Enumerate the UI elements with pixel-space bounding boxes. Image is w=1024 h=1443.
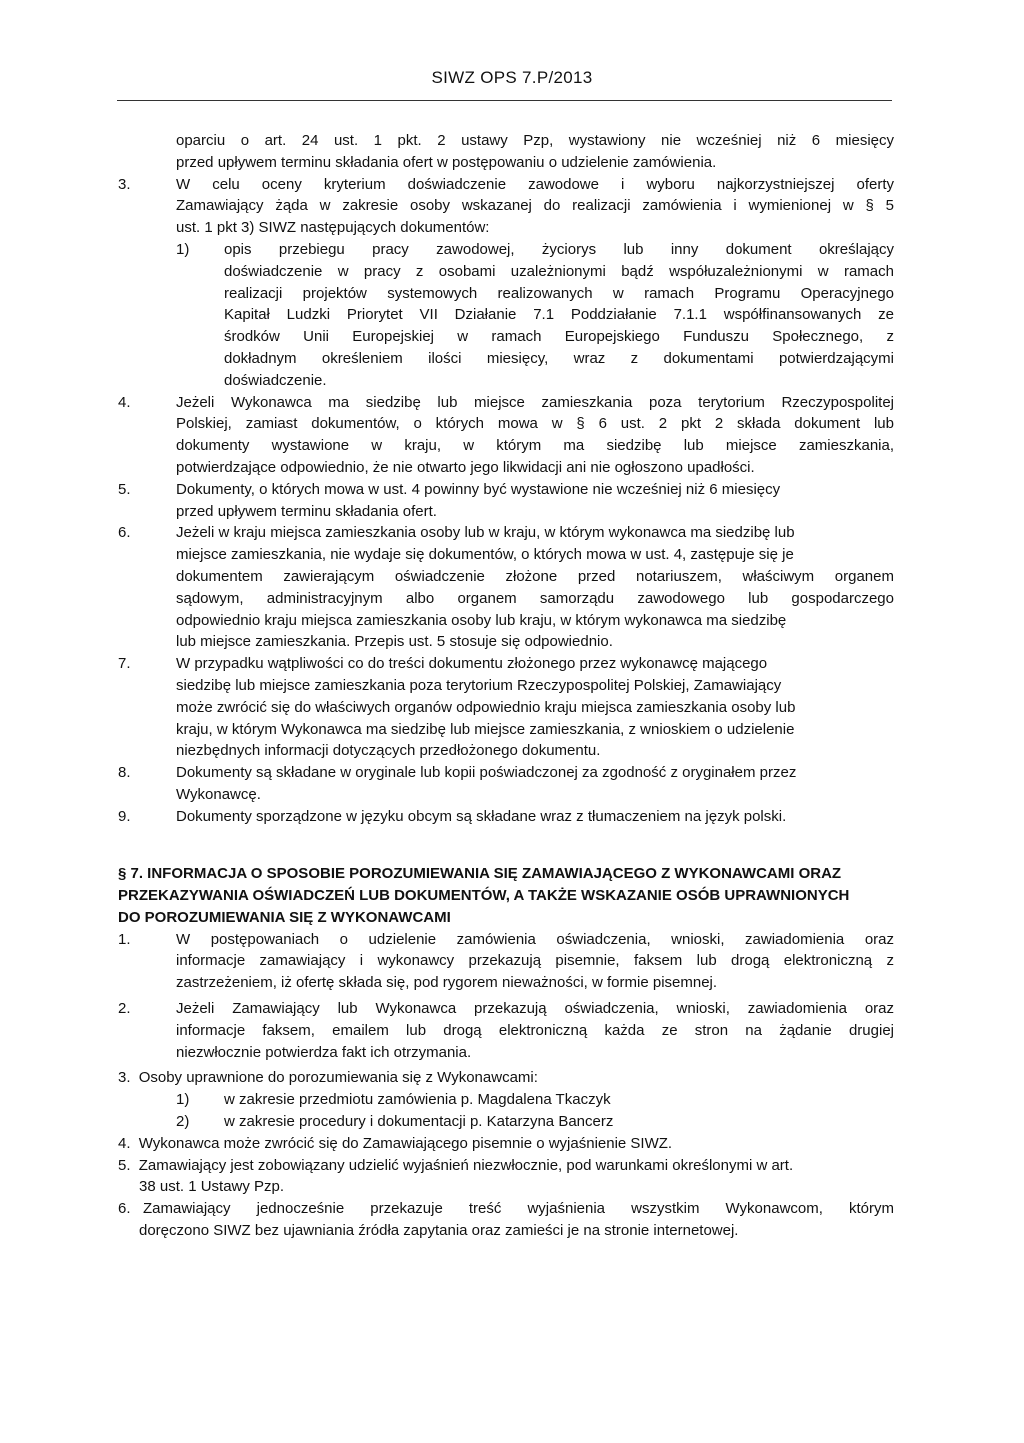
item-number: 9. — [118, 807, 131, 825]
item-number: 1. — [118, 930, 131, 948]
item-text: Osoby uprawnione do porozumiewania się z Wykonawcami: — [138, 1069, 538, 1087]
item-number: 7. — [118, 655, 131, 673]
item-number: 3. — [118, 1069, 131, 1087]
list-item-8 — [118, 762, 894, 806]
sub-item-1 — [118, 239, 894, 392]
document-body — [118, 130, 894, 1242]
sub-item-number: 2) — [176, 1113, 190, 1131]
text-line: Jeżeli w kraju miejsca zamieszkania osoby lub w kraju, w którym wykonawca ma siedzibę lub — [176, 524, 795, 542]
section-7-item-3 — [118, 1067, 894, 1132]
page-header: SIWZ OPS 7.P/2013 — [431, 68, 593, 87]
sub-item — [118, 1089, 894, 1111]
text-line: Jeżeli Wykonawca ma siedzibę lub miejsce zamieszkania poza terytorium Rzeczypospolitej — [176, 393, 894, 411]
text-line: niezbędnych informacji dotyczących przedłożonego dokumentu. — [176, 742, 601, 760]
text-line: w zakresie przedmiotu zamówienia p. Magdalena Tkaczyk — [224, 1091, 611, 1109]
sub-item — [118, 1111, 894, 1133]
item-text: Wykonawca może zwrócić się do Zamawiającego pisemnie o wyjaśnienie SIWZ. — [138, 1134, 673, 1152]
text-line: może zwrócić się do właściwych organów odpowiednio kraju miejsca zamieszkania osoby lub — [176, 698, 796, 716]
text-line: przed upływem terminu składania ofert w postępowaniu o udzielenie zamówienia. — [176, 153, 717, 171]
text-line: oparciu o art. 24 ust. 1 pkt. 2 ustawy Pzp, wystawiony nie wcześniej niż 6 miesięcy — [176, 132, 894, 149]
section-title-line: PRZEKAZYWANIA OŚWIADCZEŃ LUB DOKUMENTÓW, A TAKŻE WSKAZANIE OSÓB UPRAWNIONYCH — [118, 887, 850, 905]
text-line: lub miejsce zamieszkania. Przepis ust. 5 stosuje się odpowiednio. — [176, 633, 613, 651]
section-7-item-1 — [118, 929, 894, 994]
header-rule — [117, 100, 892, 101]
text-line: ust. 1 pkt 3) SIWZ następujących dokumentów: — [176, 219, 490, 237]
text-line: zastrzeżeniem, iż ofertę składa się, pod rygorem nieważności, w formie pisemnej. — [176, 974, 718, 992]
sub-item-number: 1) — [176, 1091, 190, 1109]
list-item-7 — [118, 653, 894, 762]
text-line: realizacji projektów systemowych realizowanych w ramach Programu Operacyjnego — [224, 284, 894, 302]
item-number: 5. — [118, 480, 131, 498]
section-7-item-4 — [118, 1133, 894, 1155]
text-line: W przypadku wątpliwości co do treści dokumentu złożonego przez wykonawcę mającego — [176, 655, 768, 673]
item-number: 3. — [118, 175, 131, 193]
text-line: w zakresie procedury i dokumentacji p. Katarzyna Bancerz — [224, 1113, 614, 1131]
text-line: doświadczenie w pracy z osobami uzależnionymi bądź współuzależnionymi w ramach — [224, 262, 894, 280]
item-number: 5. — [118, 1156, 131, 1174]
section-title-line: § 7. INFORMACJA O SPOSOBIE POROZUMIEWANIA SIĘ ZAMAWIAJĄCEGO Z WYKONAWCAMI ORAZ — [118, 865, 842, 883]
text-line: sądowym, administracyjnym albo organem samorządu zawodowego lub gospodarczego — [176, 589, 894, 607]
list-item-3 — [118, 174, 894, 392]
section-7-heading — [118, 863, 894, 928]
continuation-paragraph — [118, 130, 894, 174]
section-7-item-6 — [118, 1198, 894, 1242]
text-line: kraju, w którym Wykonawca ma siedzibę lub miejsce zamieszkania, z wnioskiem o udzielenie — [176, 720, 795, 738]
text-line: niezwłocznie potwierdza fakt ich otrzymania. — [176, 1043, 472, 1061]
section-title-line: DO POROZUMIEWANIA SIĘ Z WYKONAWCAMI — [118, 908, 451, 926]
item-number: 4. — [118, 393, 131, 411]
text-line: Zamawiający żąda w zakresie osoby wskazanej do realizacji zamówienia i wymienionej w § 5 — [176, 197, 894, 215]
item-text: Zamawiający jednocześnie przekazuje treść wyjaśnienia wszystkim Wykonawcom, którym — [143, 1200, 894, 1218]
text-line: W celu oceny kryterium doświadczenie zawodowe i wyboru najkorzystniejszej oferty — [176, 175, 894, 193]
text-line: siedzibę lub miejsce zamieszkania poza terytorium Rzeczypospolitej Polskiej, Zamawiający — [176, 676, 782, 694]
section-7-item-5 — [118, 1155, 894, 1199]
item-number: 4. — [118, 1134, 131, 1152]
text-line: przed upływem terminu składania ofert. — [176, 502, 437, 520]
text-line: informacje zamawiający i wykonawcy przekazują pisemnie, faksem lub drogą elektroniczną z — [176, 952, 894, 970]
text-line: Dokumenty, o których mowa w ust. 4 powinny być wystawione nie wcześniej niż 6 miesięcy — [176, 480, 781, 498]
text-line: doręczono SIWZ bez ujawniania źródła zapytania oraz zamieści je na stronie internetowej. — [139, 1222, 739, 1240]
item-number: 8. — [118, 764, 131, 782]
item-number: 2. — [118, 1000, 131, 1018]
text-line: odpowiednio kraju miejsca zamieszkania osoby lub kraju, w którym wykonawca ma siedzibę — [176, 611, 787, 629]
text-line: opis przebiegu pracy zawodowej, życiorys lub inny dokument określający — [224, 240, 894, 258]
item-text: Zamawiający jest zobowiązany udzielić wyjaśnień niezwłocznie, pod warunkami określonymi w art. — [138, 1156, 794, 1174]
list-item-9 — [118, 806, 894, 828]
text-line: Wykonawcę. — [176, 785, 261, 803]
list-item-5 — [118, 479, 894, 523]
text-line: W postępowaniach o udzielenie zamówienia oświadczenia, wnioski, zawiadomienia oraz — [176, 930, 894, 948]
item-number: 6. — [118, 1200, 131, 1218]
section-7-item-2 — [118, 998, 894, 1063]
item-number: 6. — [118, 524, 131, 542]
list-item-6 — [118, 522, 894, 653]
text-line: dokumenty wystawione w kraju, w którym ma siedzibę lub miejsce zamieszkania, — [176, 437, 894, 455]
text-line: dokładnym określeniem ilości miesięcy, wraz z dokumentami potwierdzającymi — [224, 349, 894, 367]
text-line: Dokumenty są składane w oryginale lub kopii poświadczonej za zgodność z oryginałem przez — [176, 764, 797, 782]
text-line: dokumentem zawierającym oświadczenie złożone przed notariuszem, właściwym organem — [176, 567, 894, 585]
text-line: Polskiej, zamiast dokumentów, o których mowa w § 6 ust. 2 pkt 2 składa dokument lub — [176, 415, 894, 433]
text-line: środków Unii Europejskiej w ramach Europejskiego Funduszu Społecznego, z — [224, 328, 894, 346]
text-line: informacje faksem, emailem lub drogą elektroniczną każda ze stron na żądanie drugiej — [176, 1021, 894, 1039]
text-line: potwierdzające odpowiednio, że nie otwarto jego likwidacji ani nie ogłoszono upadłości. — [176, 458, 755, 476]
text-line: 38 ust. 1 Ustawy Pzp. — [139, 1178, 285, 1196]
text-line: Dokumenty sporządzone w języku obcym są składane wraz z tłumaczeniem na język polski. — [176, 807, 787, 825]
text-line: Jeżeli Zamawiający lub Wykonawca przekazują oświadczenia, wnioski, zawiadomienia oraz — [176, 1000, 894, 1018]
text-line: miejsce zamieszkania, nie wydaje się dokumentów, o których mowa w ust. 4, zastępuje się je — [176, 546, 794, 564]
text-line: doświadczenie. — [224, 371, 327, 389]
list-item-4 — [118, 392, 894, 479]
sub-item-number: 1) — [176, 240, 190, 258]
text-line: Kapitał Ludzki Priorytet VII Działanie 7.1 Poddziałanie 7.1.1 współfinansowanych ze — [224, 306, 894, 324]
